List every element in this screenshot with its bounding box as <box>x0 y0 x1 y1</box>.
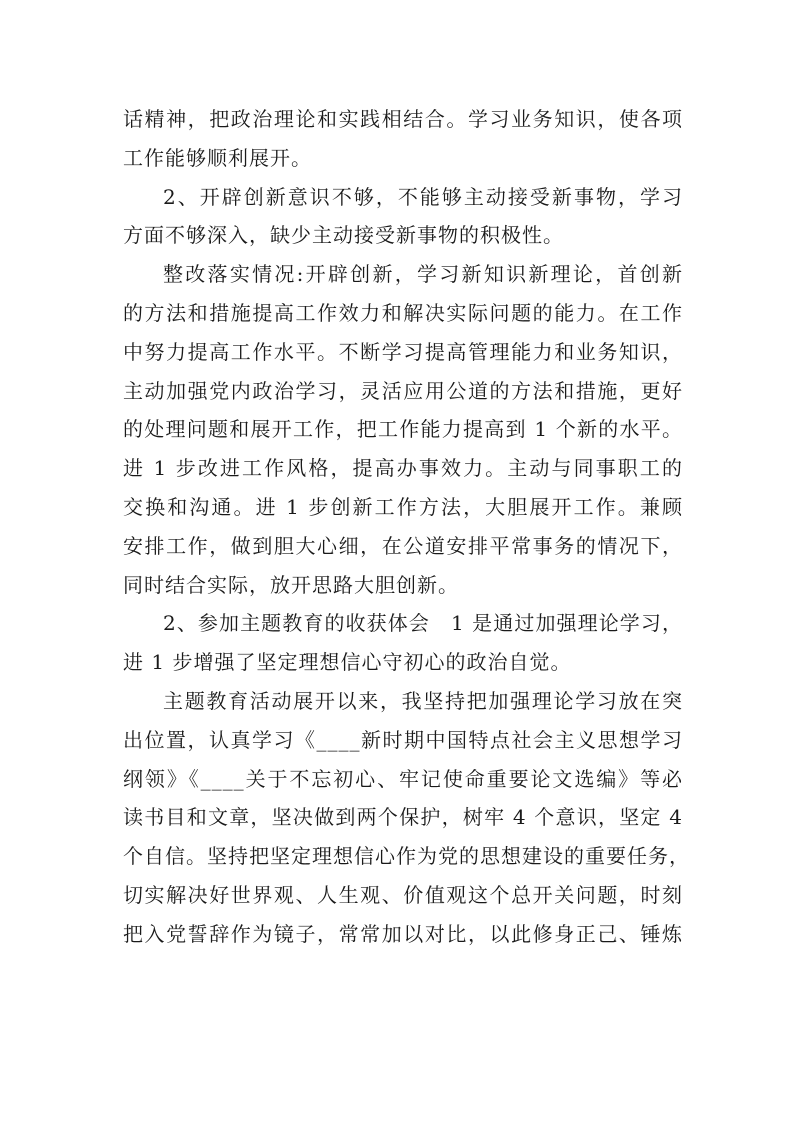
text-line: 交换和沟通。进 1 步创新工作方法，大胆展开工作。兼顾 <box>123 494 683 519</box>
text-line: 切实解决好世界观、人生观、价值观这个总开关问题，时刻 <box>123 882 683 907</box>
text-line: 方面不够深入，缺少主动接受新事物的积极性。 <box>123 223 564 248</box>
text-line: 进 1 步增强了坚定理想信心守初心的政治自觉。 <box>123 650 572 675</box>
text-line: 进 1 步改进工作风格，提高办事效力。主动与同事职工的 <box>123 456 683 481</box>
text-line: 2、参加主题教育的收获体会 1 是通过加强理论学习， <box>163 611 683 636</box>
text-line: 把入党誓辞作为镜子，常常加以对比，以此修身正己、锤炼 <box>123 921 683 946</box>
text-line: 主动加强党内政治学习，灵活应用公道的方法和措施，更好 <box>123 378 683 403</box>
text-line: 话精神，把政治理论和实践相结合。学习业务知识，使各项 <box>123 107 683 131</box>
text-line: 个自信。坚持把坚定理想信心作为党的思想建设的重要任务， <box>123 844 690 869</box>
document-body <box>123 100 690 954</box>
text-line: 出位置，认真学习《____新时期中国特点社会主义思想学习 <box>123 727 683 752</box>
text-line: 主题教育活动展开以来，我坚持把加强理论学习放在突 <box>163 688 683 713</box>
text-line: 安排工作，做到胆大心细，在公道安排平常事务的情况下， <box>123 533 683 558</box>
text-line: 整改落实情况:开辟创新，学习新知识新理论，首创新 <box>163 262 683 287</box>
text-line: 同时结合实际，放开思路大胆创新。 <box>123 572 459 597</box>
text-line: 的处理问题和展开工作，把工作能力提高到 1 个新的水平。 <box>123 417 683 442</box>
text-line: 读书目和文章，坚决做到两个保护，树牢 4 个意识，坚定 4 <box>123 805 683 830</box>
text-line: 中努力提高工作水平。不断学习提高管理能力和业务知识， <box>123 339 683 364</box>
text-line: 2、开辟创新意识不够，不能够主动接受新事物，学习 <box>163 184 683 209</box>
text-line: 工作能够顺利展开。 <box>123 145 312 170</box>
text-line: 纲领》《____关于不忘初心、牢记使命重要论文选编》等必 <box>123 766 683 791</box>
text-line: 的方法和措施提高工作效力和解决实际问题的能力。在工作 <box>123 300 683 325</box>
